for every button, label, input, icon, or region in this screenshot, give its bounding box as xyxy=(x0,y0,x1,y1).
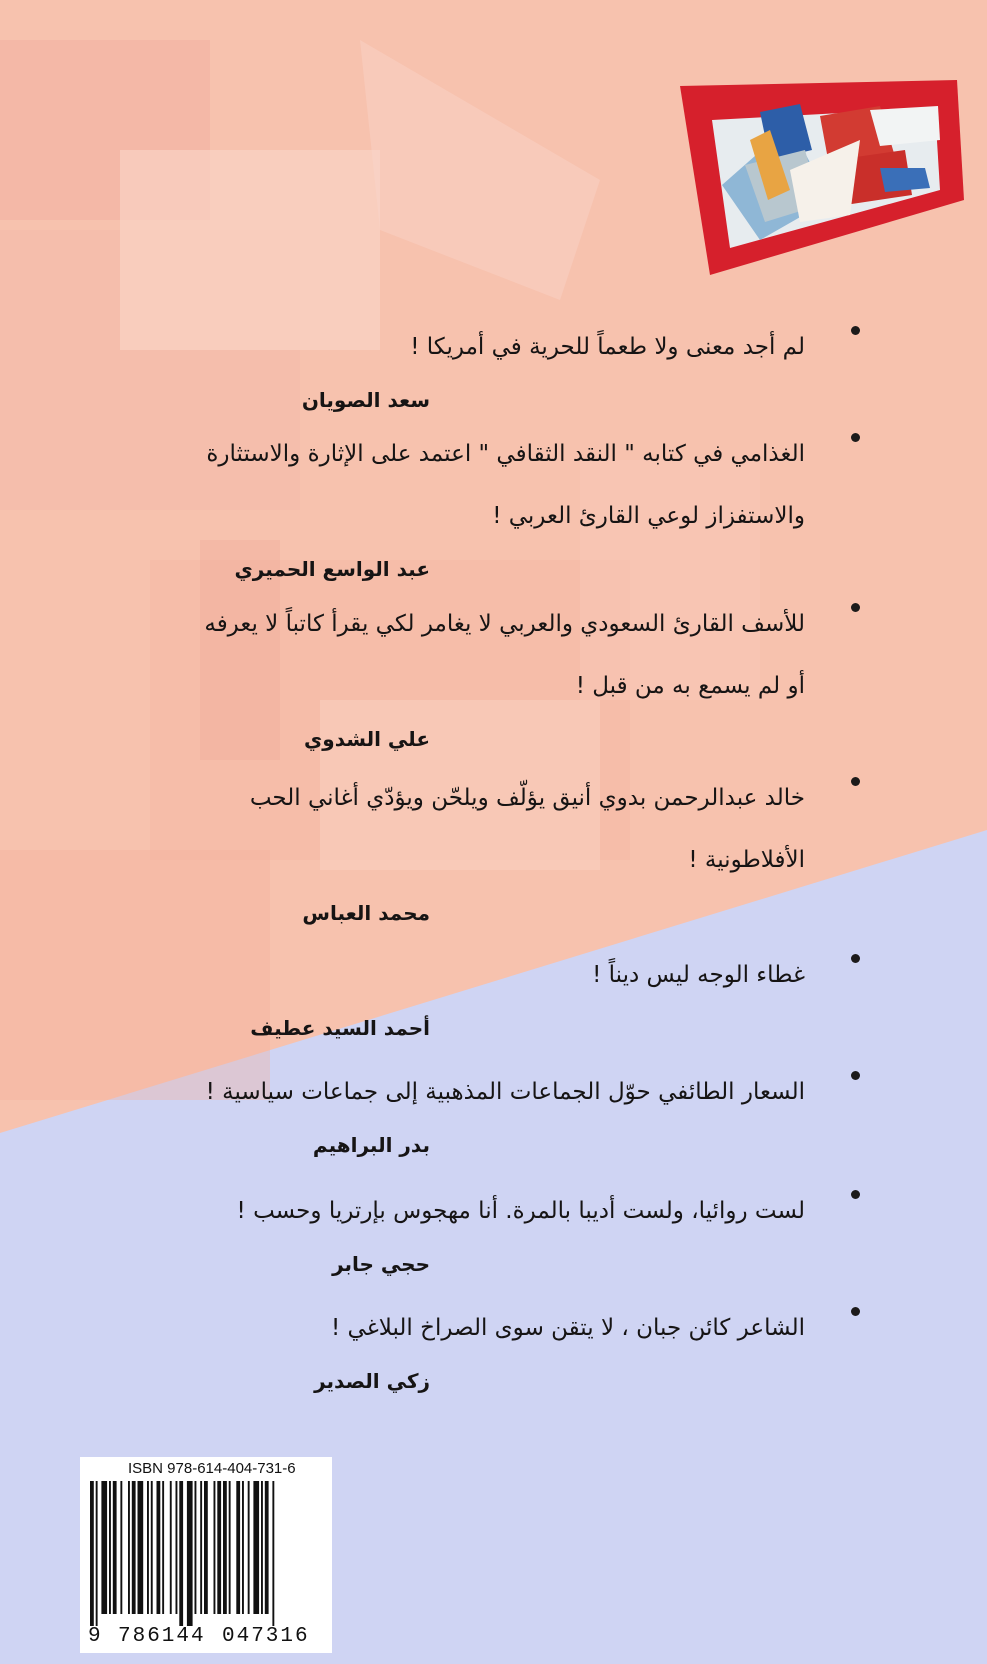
barcode-bar xyxy=(138,1481,144,1614)
barcode-bar xyxy=(101,1481,107,1614)
bullet-icon xyxy=(851,777,860,786)
isbn-digit-first: 9 xyxy=(88,1625,101,1648)
barcode-bar xyxy=(236,1481,240,1614)
quote-item xyxy=(130,1297,860,1401)
bullet-icon xyxy=(851,1307,860,1316)
quote-item xyxy=(130,1180,860,1284)
quotes-list xyxy=(130,0,860,1420)
quote-author: عبد الواسع الحميري xyxy=(234,557,430,581)
barcode-bar xyxy=(195,1481,197,1614)
isbn-digits-left: 786144 xyxy=(118,1625,206,1648)
barcode-bar xyxy=(204,1481,208,1614)
barcode-bar xyxy=(90,1481,94,1626)
barcode-bar xyxy=(147,1481,149,1614)
quote-author: علي الشدوي xyxy=(303,727,430,751)
quote-author: أحمد السيد عطيف xyxy=(250,1016,430,1040)
barcode-bar xyxy=(242,1481,244,1614)
barcode-bar xyxy=(162,1481,164,1614)
quote-text: للأسف القارئ السعودي والعربي لا يغامر لكي يقرأ كاتباً لا يعرفه أو لم يسمع به من قبل ! xyxy=(204,611,805,699)
quote-text: الغذامي في كتابه " النقد الثقافي " اعتمد على الإثارة والاستثارة والاستفزاز لوعي القارئ العربي ! xyxy=(206,441,805,529)
barcode-bar xyxy=(151,1481,153,1614)
quote-author: زكي الصدير xyxy=(314,1369,430,1393)
quote-text: غطاء الوجه ليس ديناً ! xyxy=(592,962,805,988)
bullet-icon xyxy=(851,1071,860,1080)
bullet-icon xyxy=(851,1190,860,1199)
barcode-bar xyxy=(113,1481,117,1614)
barcode-bar xyxy=(187,1481,193,1626)
barcode-bar xyxy=(176,1481,178,1614)
quote-text: الشاعر كائن جبان ، لا يتقن سوى الصراخ البلاغي ! xyxy=(331,1315,805,1341)
barcode-bar xyxy=(261,1481,263,1614)
quote-item xyxy=(130,423,860,589)
quote-item xyxy=(130,316,860,420)
quote-item xyxy=(130,1061,860,1165)
barcode-bar xyxy=(120,1481,122,1614)
barcode-bar xyxy=(128,1481,130,1614)
bullet-icon xyxy=(851,954,860,963)
barcode-bar xyxy=(170,1481,172,1614)
barcode-bar xyxy=(200,1481,202,1614)
quote-author: حجي جابر xyxy=(332,1252,430,1276)
barcode-bar xyxy=(214,1481,216,1614)
quote-text: لست روائيا، ولست أديبا بالمرة. أنا مهجوس بإرتريا وحسب ! xyxy=(236,1198,805,1224)
barcode-bar xyxy=(217,1481,221,1614)
isbn-digits xyxy=(88,1625,324,1648)
barcode-bar xyxy=(248,1481,250,1614)
barcode-bar xyxy=(223,1481,227,1614)
barcode-bar xyxy=(229,1481,231,1614)
quote-item xyxy=(130,767,860,933)
barcode-bar xyxy=(132,1481,136,1614)
quote-author: سعد الصويان xyxy=(301,388,430,412)
quote-text: لم أجد معنى ولا طعماً للحرية في أمريكا ! xyxy=(410,334,805,360)
isbn-label: ISBN 978-614-404-731-6 xyxy=(128,1460,296,1477)
barcode-bar xyxy=(109,1481,111,1614)
bullet-icon xyxy=(851,603,860,612)
barcode-icon xyxy=(88,1481,324,1626)
barcode-bar xyxy=(179,1481,183,1626)
barcode-bar xyxy=(253,1481,259,1614)
bullet-icon xyxy=(851,326,860,335)
barcode-bar xyxy=(157,1481,161,1614)
quote-item xyxy=(130,593,860,759)
isbn-digits-right: 047316 xyxy=(222,1625,310,1648)
isbn-barcode-box xyxy=(80,1457,332,1653)
barcode-bar xyxy=(96,1481,98,1626)
quote-text: السعار الطائفي حوّل الجماعات المذهبية إلى جماعات سياسية ! xyxy=(205,1079,805,1105)
barcode-bar xyxy=(272,1481,274,1626)
quote-text: خالد عبدالرحمن بدوي أنيق يؤلّف ويلحّن ويؤدّي أغاني الحب الأفلاطونية ! xyxy=(249,785,805,873)
quote-author: محمد العباس xyxy=(302,901,430,925)
quote-author: بدر البراهيم xyxy=(312,1133,430,1157)
bullet-icon xyxy=(851,433,860,442)
quote-item xyxy=(130,944,860,1048)
barcode-bar xyxy=(265,1481,269,1614)
